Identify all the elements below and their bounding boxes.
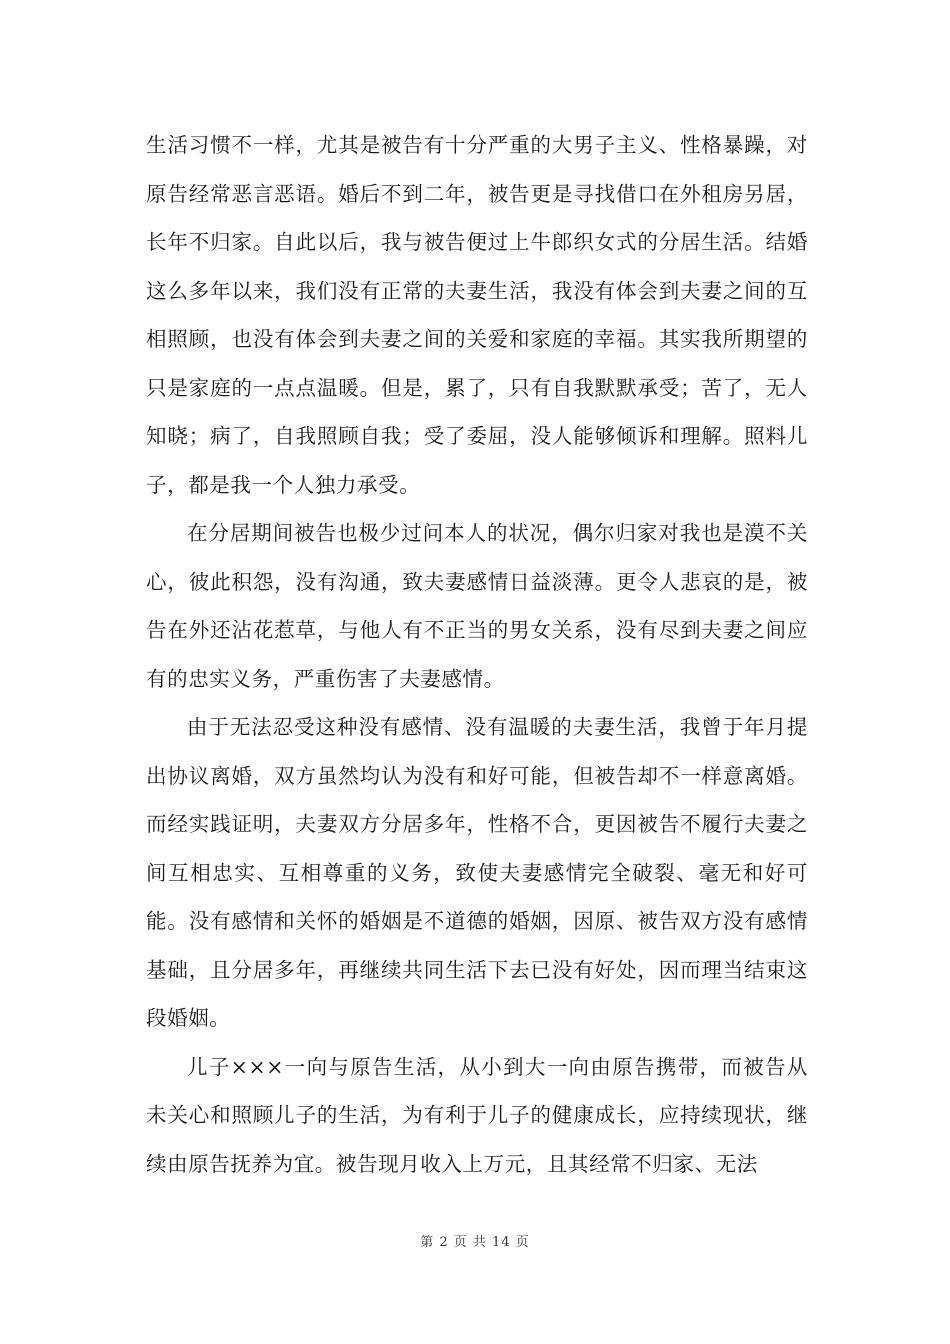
- paragraph-2: 在分居期间被告也极少过问本人的状况，偶尔归家对我也是漠不关心，彼此积怨，没有沟通，致夫妻感情日益淡薄。更令人悲哀的是，被告在外还沾花惹草，与他人有不正当的男女关系，没有尽到夫妻之间应有的忠实义务，严重伤害了夫妻感情。: [146, 521, 808, 691]
- page-footer: [0, 1231, 950, 1250]
- document-body: [146, 121, 808, 1188]
- paragraph-3: 由于无法忍受这种没有感情、没有温暖的夫妻生活，我曾于年月提出协议离婚，双方虽然均认为没有和好可能，但被告却不一样意离婚。而经实践证明，夫妻双方分居多年，性格不合，更因被告不履行夫妻之间互相忠实、互相尊重的义务，致使夫妻感情完全破裂、毫无和好可能。没有感情和关怀的婚姻是不道德的婚姻，因原、被告双方没有感情基础，且分居多年，再继续共同生活下去已没有好处，因而理当结束这段婚姻。: [146, 715, 808, 1030]
- page-number-label: 第 2 页 共 14 页: [420, 1235, 530, 1250]
- paragraph-1: 生活习惯不一样，尤其是被告有十分严重的大男子主义、性格暴躁，对原告经常恶言恶语。婚后不到二年，被告更是寻找借口在外租房另居，长年不归家。自此以后，我与被告便过上牛郎织女式的分居生活。结婚这么多年以来，我们没有正常的夫妻生活，我没有体会到夫妻之间的互相照顾，也没有体会到夫妻之间的关爱和家庭的幸福。其实我所期望的只是家庭的一点点温暖。但是，累了，只有自我默默承受；苦了，无人知晓；病了，自我照顾自我；受了委屈，没人能够倾诉和理解。照料儿子，都是我一个人独力承受。: [146, 133, 808, 497]
- paragraph-4: 儿子×××一向与原告生活，从小到大一向由原告携带，而被告从未关心和照顾儿子的生活，为有利于儿子的健康成长，应持续现状，继续由原告抚养为宜。被告现月收入上万元，且其经常不归家、无法: [146, 1054, 808, 1176]
